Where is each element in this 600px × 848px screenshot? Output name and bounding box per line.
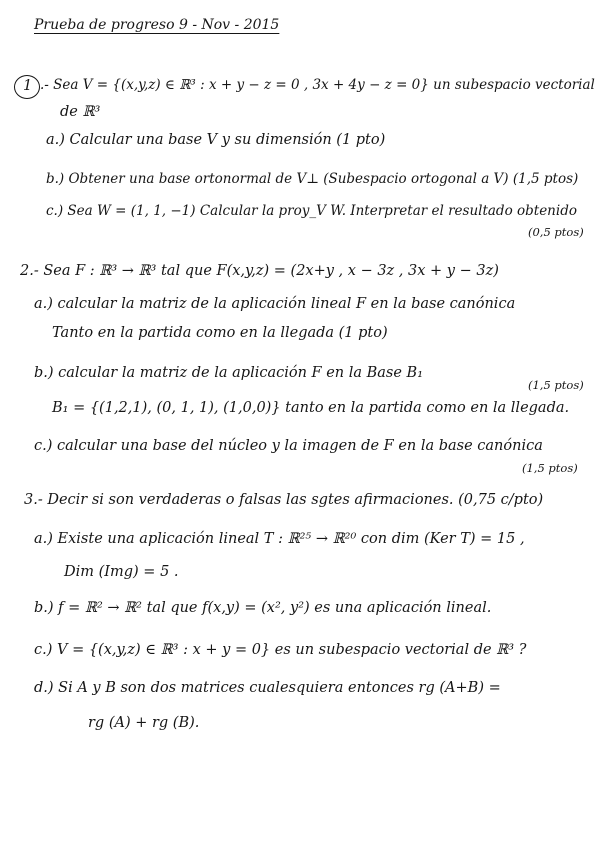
problem-2-statement: 2.- Sea F : ℝ³ → ℝ³ tal que F(x,y,z) = (2x+y , x − 3z , 3x + y − 3z)	[20, 263, 499, 279]
exam-title: Prueba de progreso 9 - Nov - 2015	[34, 17, 280, 33]
problem-1-statement-cont: de ℝ³	[60, 104, 101, 120]
problem-1b: b.) Obtener una base ortonormal de V⊥ (Subespacio ortogonal a V) (1,5 ptos)	[46, 171, 579, 187]
problem-2a-cont: Tanto en la partida como en la llegada (1 pto)	[52, 325, 388, 341]
problem-3d-cont: rg (A) + rg (B).	[88, 715, 200, 731]
problem-3c: c.) V = {(x,y,z) ∈ ℝ³ : x + y = 0} es un subespacio vectorial de ℝ³ ?	[34, 642, 527, 658]
problem-3d: d.) Si A y B son dos matrices cualesquiera entonces rg (A+B) =	[34, 680, 501, 696]
problem-1c-points: (0,5 ptos)	[528, 225, 584, 239]
problem-2b: b.) calcular la matriz de la aplicación F en la Base B₁	[34, 365, 424, 381]
problem-3-statement: 3.- Decir si son verdaderas o falsas las sgtes afirmaciones. (0,75 c/pto)	[24, 492, 544, 508]
problem-3b: b.) f = ℝ² → ℝ² tal que f(x,y) = (x², y²) es una aplicación lineal.	[34, 600, 492, 616]
problem-3a-cont: Dim (Img) = 5 .	[64, 564, 179, 580]
problem-3a: a.) Existe una aplicación lineal T : ℝ²⁵ → ℝ²⁰ con dim (Ker T) = 15 ,	[34, 531, 525, 547]
problem-1c: c.) Sea W = (1, 1, −1) Calcular la proy_V W. Interpretar el resultado obtenido	[46, 203, 577, 219]
problem-1a: a.) Calcular una base V y su dimensión (1 pto)	[46, 132, 386, 148]
problem-2c: c.) calcular una base del núcleo y la imagen de F en la base canónica	[34, 438, 543, 454]
problem-1-statement: .- Sea V = {(x,y,z) ∈ ℝ³ : x + y − z = 0 , 3x + 4y − z = 0} un subespacio vectorial	[40, 77, 595, 93]
problem-2a: a.) calcular la matriz de la aplicación lineal F en la base canónica	[34, 296, 516, 312]
problem-2b-points: (1,5 ptos)	[528, 378, 584, 392]
problem-1-number: 1	[23, 78, 33, 94]
problem-2c-points: (1,5 ptos)	[522, 461, 578, 475]
problem-2b-cont: B₁ = {(1,2,1), (0, 1, 1), (1,0,0)} tanto en la partida como en la llegada.	[52, 400, 570, 416]
